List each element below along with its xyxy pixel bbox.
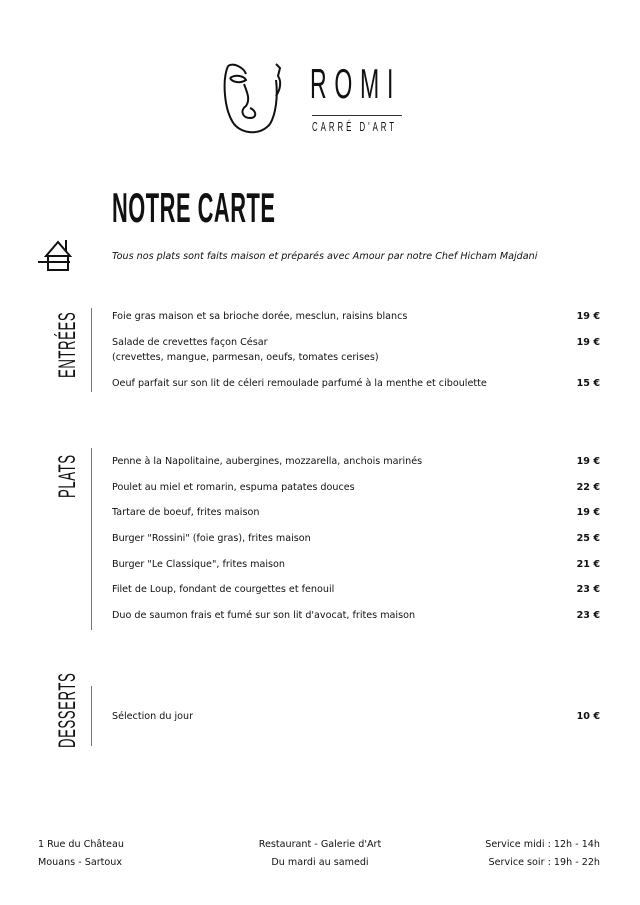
footer-dinner-hours: Service soir : 19h - 22h [488,857,600,868]
menu-item-price: 15 € [576,378,600,389]
footer-days: Du mardi au samedi [271,857,369,868]
section-label-desserts: DESSERTS [54,672,81,748]
homemade-house-icon [36,238,74,272]
menu-item-price: 19 € [576,507,600,518]
section-label-entrees: ENTRÉES [54,311,81,378]
logo-divider [312,115,402,116]
menu-item-name: Tartare de boeuf, frites maison [112,507,260,518]
menu-item-price: 19 € [576,311,600,322]
menu-item-name: Sélection du jour [112,711,194,722]
footer-address-street: 1 Rue du Château [38,839,124,850]
menu-item-price: 23 € [576,610,600,621]
menu-item-name: Salade de crevettes façon César [112,337,268,348]
page-title: NOTRE CARTE [112,184,276,231]
menu-item-name: Poulet au miel et romarin, espuma patates douces [112,482,355,493]
section-label-plats: PLATS [54,454,81,498]
menu-item-name: Duo de saumon frais et fumé sur son lit d'avocat, frites maison [112,610,416,621]
menu-item-name: Filet de Loup, fondant de courgettes et fenouil [112,584,335,595]
menu-item-name: Burger "Le Classique", frites maison [112,559,285,570]
menu-item-price: 25 € [576,533,600,544]
footer-venue-type: Restaurant - Galerie d'Art [258,839,382,850]
menu-item-price: 10 € [576,711,600,722]
menu-item-price: 22 € [576,482,600,493]
menu-item-name: Oeuf parfait sur son lit de céleri remoulade parfumé à la menthe et ciboulette [112,378,487,389]
menu-item-name: Foie gras maison et sa brioche dorée, mesclun, raisins blancs [112,311,408,322]
menu-item-price: 21 € [576,559,600,570]
menu-item-name: Burger "Rossini" (foie gras), frites maison [112,533,311,544]
menu-item-name: Penne à la Napolitaine, aubergines, mozzarella, anchois marinés [112,456,423,467]
menu-item-detail: (crevettes, mangue, parmesan, oeufs, tomates cerises) [112,352,379,363]
menu-item-price: 19 € [576,456,600,467]
logo-subtitle: CARRÉ D'ART [312,119,398,134]
section-divider [91,686,92,746]
footer-address-city: Mouans - Sartoux [38,857,123,868]
tagline: Tous nos plats sont faits maison et préparés avec Amour par notre Chef Hicham Majdani [112,251,538,262]
section-divider [91,448,92,630]
footer-lunch-hours: Service midi : 12h - 14h [485,839,600,850]
section-divider [91,308,92,392]
face-logo-icon [220,60,292,136]
menu-item-price: 23 € [576,584,600,595]
logo-name: ROMI [310,60,402,107]
menu-item-price: 19 € [576,337,600,348]
